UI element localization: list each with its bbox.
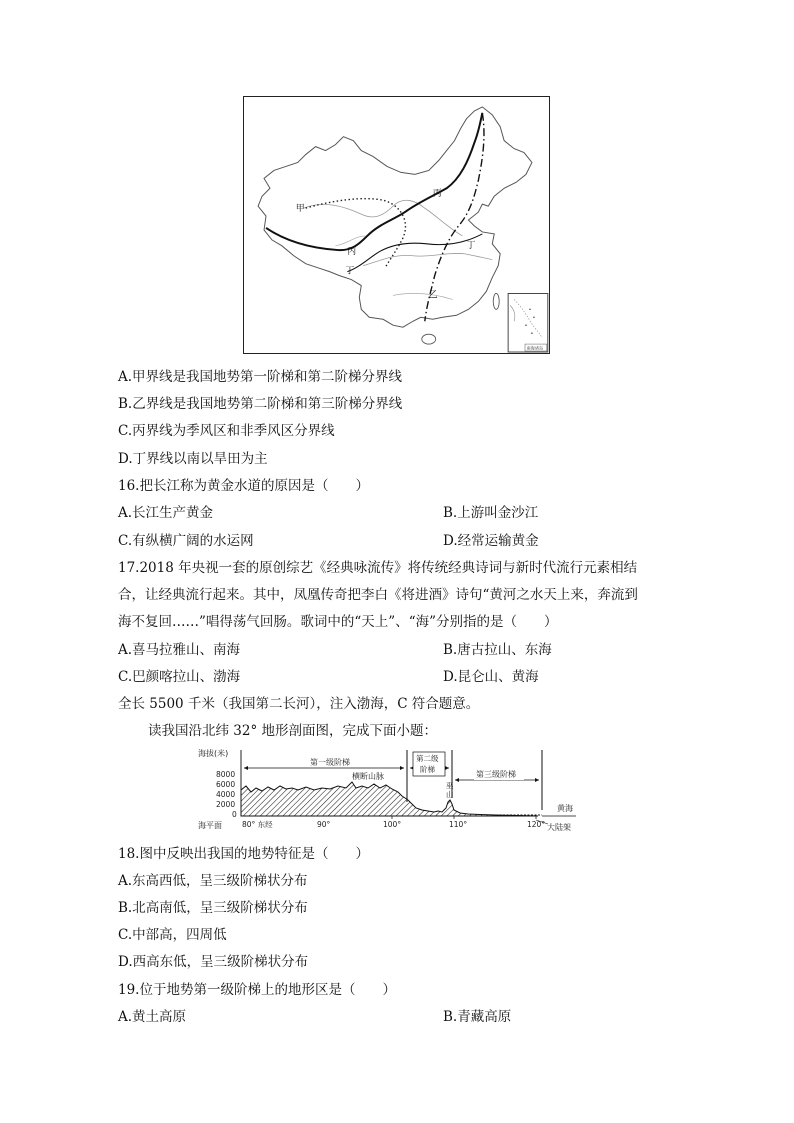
label-ding-east: 丁	[466, 240, 476, 251]
q15-option-a: A.甲界线是我国地势第一阶梯和第二阶梯分界线	[118, 369, 403, 385]
q16-stem: 16.把长江称为黄金水道的原因是（ ）	[118, 478, 369, 494]
q19-stem: 19.位于地势第一级阶梯上的地形区是（ ）	[118, 982, 396, 998]
q15-option-c: C.丙界线为季风区和非季风区分界线	[118, 423, 335, 439]
wushan-label-line2: 山	[446, 790, 454, 799]
q16-option-a: A.长江生产黄金	[118, 505, 214, 521]
hainan-island	[422, 334, 436, 344]
boundary-bing	[266, 113, 482, 250]
sea-level-label: 海平面	[198, 821, 222, 830]
inset-caption: 南海诸岛	[526, 345, 544, 351]
y-tick-8000: 8000	[216, 770, 236, 779]
x-tick-100: 100°	[383, 820, 402, 829]
q15-option-b: B.乙界线是我国地势第二阶梯和第三阶梯分界线	[118, 396, 403, 412]
q18-option-a: A.东高西低，呈三级阶梯状分布	[118, 873, 308, 889]
terrain-profile-figure	[196, 744, 596, 836]
q17-option-a: A.喜马拉雅山、南海	[118, 642, 241, 658]
map-svg	[244, 97, 549, 353]
river-yangtze	[363, 253, 492, 265]
y-tick-2000: 2000	[216, 800, 236, 809]
profile-intro: 读我国沿北纬 32° 地形剖面图，完成下面小题：	[148, 723, 438, 739]
q17-stem-line-2: 合，让经典流行起来。其中，凤凰传奇把李白《将进酒》诗句“黄河之水天上来，奔流到	[118, 587, 638, 603]
label-bing-south: 丙	[347, 246, 357, 257]
y-tick-0: 0	[232, 810, 237, 819]
step2-label-line1: 第二级	[416, 754, 439, 763]
q16-option-d: D.经常运输黄金	[443, 533, 539, 549]
q15-option-d: D.丁界线以南以旱田为主	[118, 451, 268, 467]
label-yi: 乙	[428, 290, 438, 301]
terrain-silhouette	[241, 782, 538, 816]
q18-option-b: B.北高南低，呈三级阶梯状分布	[118, 900, 308, 916]
q19-option-b: B.青藏高原	[443, 1009, 512, 1025]
boundary-ding	[347, 234, 482, 272]
inset-south-sea	[508, 293, 548, 352]
label-jia: 甲	[295, 204, 305, 215]
yellow-sea-label: 黄海	[557, 804, 573, 813]
step3-label: 第三级阶梯	[476, 770, 516, 779]
continental-shelf-label: 大陆架	[547, 823, 571, 832]
y-tick-6000: 6000	[216, 780, 236, 789]
hengduan-label: 横断山脉	[352, 772, 384, 781]
label-bing-north: 丙	[432, 189, 442, 200]
terrain-profile-svg	[196, 744, 596, 836]
q18-option-c: C.中部高，四周低	[118, 927, 227, 943]
y-tick-4000: 4000	[216, 790, 236, 799]
x-tick-120: 120°	[527, 820, 546, 829]
q17-option-d: D.昆仑山、黄海	[443, 669, 539, 685]
y-axis-title: 海拔(米)	[198, 749, 229, 758]
q17-stem-line-1: 17.2018 年央视一套的原创综艺《经典咏流传》将传统经典诗词与新时代流行元素相结	[118, 560, 638, 576]
q16-option-b: B.上游叫金沙江	[443, 505, 539, 521]
q16-option-c: C.有纵横广阔的水运网	[118, 533, 254, 549]
label-ding-west: 丁	[345, 266, 355, 277]
q17-option-c: C.巴颜喀拉山、渤海	[118, 669, 241, 685]
q17-explanation: 全长 5500 千米（我国第二长河），注入渤海，C 符合题意。	[118, 696, 480, 712]
river-yellow	[304, 200, 463, 236]
q19-option-a: A.黄土高原	[118, 1009, 187, 1025]
q18-stem: 18.图中反映出我国的地势特征是（ ）	[118, 846, 369, 862]
china-boundary-map	[243, 96, 550, 354]
step1-label: 第一级阶梯	[310, 758, 350, 767]
wushan-label-line1: 巫	[446, 781, 454, 790]
x-tick-80: 80° 东经	[242, 820, 273, 829]
taiwan-island	[493, 293, 499, 309]
step2-label-line2: 阶梯	[420, 765, 435, 774]
q17-option-b: B.唐古拉山、东海	[443, 642, 552, 658]
x-tick-110: 110°	[449, 820, 468, 829]
x-tick-90: 90°	[317, 820, 331, 829]
q18-option-d: D.西高东低，呈三级阶梯状分布	[118, 954, 309, 970]
q17-stem-line-3: 海不复回……”唱得荡气回肠。歌词中的“天上”、“海”分别指的是（ ）	[118, 614, 558, 630]
